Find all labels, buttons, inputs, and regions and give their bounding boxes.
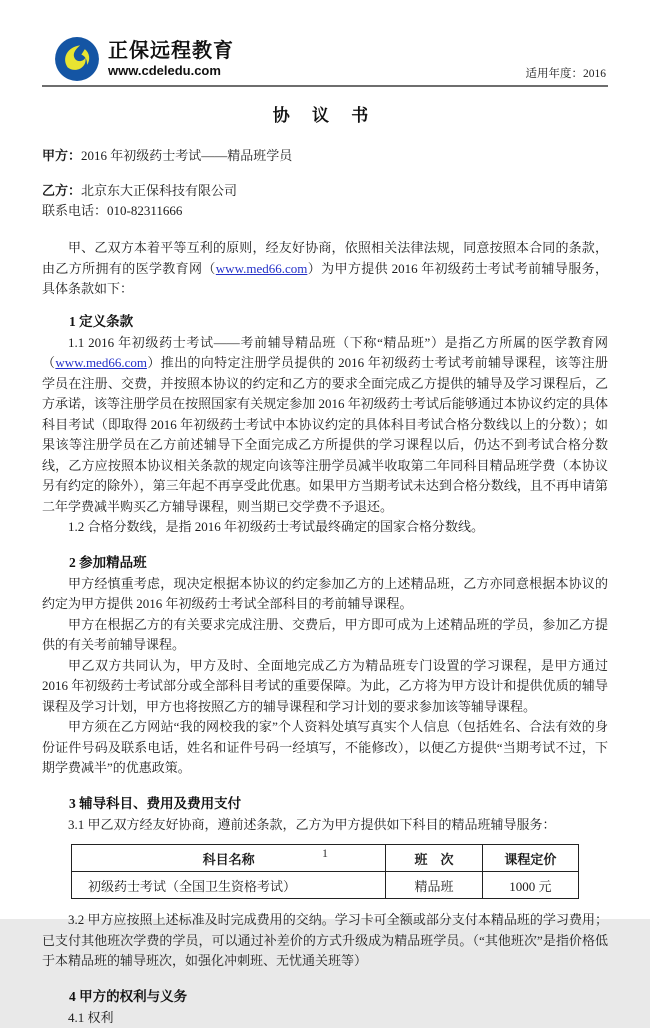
intro-paragraph bbox=[42, 238, 608, 300]
clause-4-1: 4.1 权利 bbox=[42, 1008, 608, 1028]
clause-3-1: 3.1 甲乙双方经友好协商，遵前述条款，乙方为甲方提供如下科目的精品班辅导服务： bbox=[42, 815, 608, 836]
clause-3-2: 3.2 甲方应按照上述标准及时完成费用的交纳。学习卡可全额或部分支付本精品班的学习费用；已支付其他班次学费的学员，可以通过补差价的方式升级成为精品班学员。（“其他班次”是指价格低于本精品班的辅导班次，如强化冲刺班、无忧通关班等） bbox=[42, 910, 608, 972]
cell-subject: 初级药士考试（全国卫生资格考试） bbox=[72, 872, 386, 899]
cdel-swirl-logo-icon bbox=[54, 36, 100, 82]
cell-price: 1000 元 bbox=[482, 872, 578, 899]
parties-block bbox=[42, 146, 608, 221]
party-a-label: 甲方： bbox=[42, 148, 81, 163]
med66-link-2[interactable]: www.med66.com bbox=[55, 355, 147, 370]
party-b-label: 乙方： bbox=[42, 183, 81, 198]
page-number: 1 bbox=[0, 846, 650, 861]
col-header-subject: 科目名称 bbox=[72, 845, 386, 872]
applicable-year-label: 适用年度：2016 bbox=[526, 65, 607, 81]
cell-class: 精品班 bbox=[386, 872, 482, 899]
fee-table-row bbox=[72, 872, 579, 899]
clause-1-1 bbox=[42, 333, 608, 518]
col-header-price: 课程定价 bbox=[482, 845, 578, 872]
brand-website: www.cdeledu.com bbox=[108, 64, 234, 78]
party-a-value: 2016 年初级药士考试——精品班学员 bbox=[81, 148, 292, 163]
intro-text-post: ）为甲方提供 2016 年初级药士考试考前辅导服务，具体条款如下： bbox=[42, 261, 608, 297]
contact-phone-line bbox=[42, 201, 608, 221]
document-title: 协 议 书 bbox=[42, 101, 608, 126]
section3-heading: 3 辅导科目、费用及费用支付 bbox=[42, 792, 608, 812]
party-a-line bbox=[42, 146, 608, 166]
page-header bbox=[42, 0, 608, 87]
clause-1-1-post: ）推出的向特定注册学员提供的 2016 年初级药士考试考前辅导课程，该等注册学员在注册、交费，并按照本协议的约定和乙方的要求全面完成乙方提供的辅导及学习课程后，乙方承诺，该等注册学员在按照国家有关规定参加 2016 年初级药士考试后能够通过本协议约定的具体科目考试（即取得 2016 年初级药士考试中本协议约定的具体科目考试合格分数线以上的分数）；如果该等注册学员在乙方前述辅导下全面完成乙方所提供的学习课程以后，仍达不到考试合格分数线，乙方应按照本协议相关条款的规定向该等注册学员减半收取第二年同科目精品班学费（本协议另有约定的除外），第三年起不再享受此优惠。如果甲方当期考试未达到合格分数线，且不再申请第二年学费减半购买乙方辅导课程，则当期已交学费不予退还。 bbox=[42, 355, 608, 514]
phone-label: 联系电话： bbox=[42, 203, 107, 218]
section2-paragraph-3: 甲乙双方共同认为，甲方及时、全面地完成乙方为精品班专门设置的学习课程，是甲方通过 2016 年初级药士考试部分或全部科目考试的重要保障。为此，乙方将为甲方设计和提供优质的辅导课程及学习计划，甲方也将按照乙方的辅导课程和学习计划的要求参加该等辅导课程。 bbox=[42, 656, 608, 718]
section2-paragraph-4: 甲方须在乙方网站“我的网校我的家”个人资料处填写真实个人信息（包括姓名、合法有效的身份证件号码及联系电话，姓名和证件号码一经填写，不能修改），以便乙方提供“当期考试不过，下期学费减半”的优惠政策。 bbox=[42, 717, 608, 779]
section1-heading: 1 定义条款 bbox=[42, 310, 608, 330]
party-b-value: 北京东大正保科技有限公司 bbox=[81, 183, 237, 198]
section2-paragraph-2: 甲方在根据乙方的有关要求完成注册、交费后，甲方即可成为上述精品班的学员，参加乙方提供的有关考前辅导课程。 bbox=[42, 615, 608, 656]
section2-paragraph-1: 甲方经慎重考虑，现决定根据本协议的约定参加乙方的上述精品班，乙方亦同意根据本协议的约定为甲方提供 2016 年初级药士考试全部科目的考前辅导课程。 bbox=[42, 574, 608, 615]
party-b-line bbox=[42, 181, 608, 201]
med66-link[interactable]: www.med66.com bbox=[216, 261, 308, 276]
section4-heading: 4 甲方的权利与义务 bbox=[42, 985, 608, 1005]
brand-name: 正保远程教育 bbox=[108, 41, 234, 62]
intro-text-pre: 甲、乙双方本着平等互利的原则，经友好协商，依照相关法律法规，同意按照本合同的条款，由乙方所拥有的医学教育网（ bbox=[42, 240, 608, 276]
clause-1-1-pre: 1.1 2016 年初级药士考试——考前辅导精品班（下称“精品班”）是指乙方所属的医学教育网（ bbox=[42, 335, 608, 371]
clause-1-2: 1.2 合格分数线，是指 2016 年初级药士考试最终确定的国家合格分数线。 bbox=[42, 517, 608, 538]
col-header-class: 班 次 bbox=[386, 845, 482, 872]
phone-value: 010-82311666 bbox=[107, 203, 182, 218]
section2-heading: 2 参加精品班 bbox=[42, 551, 608, 571]
